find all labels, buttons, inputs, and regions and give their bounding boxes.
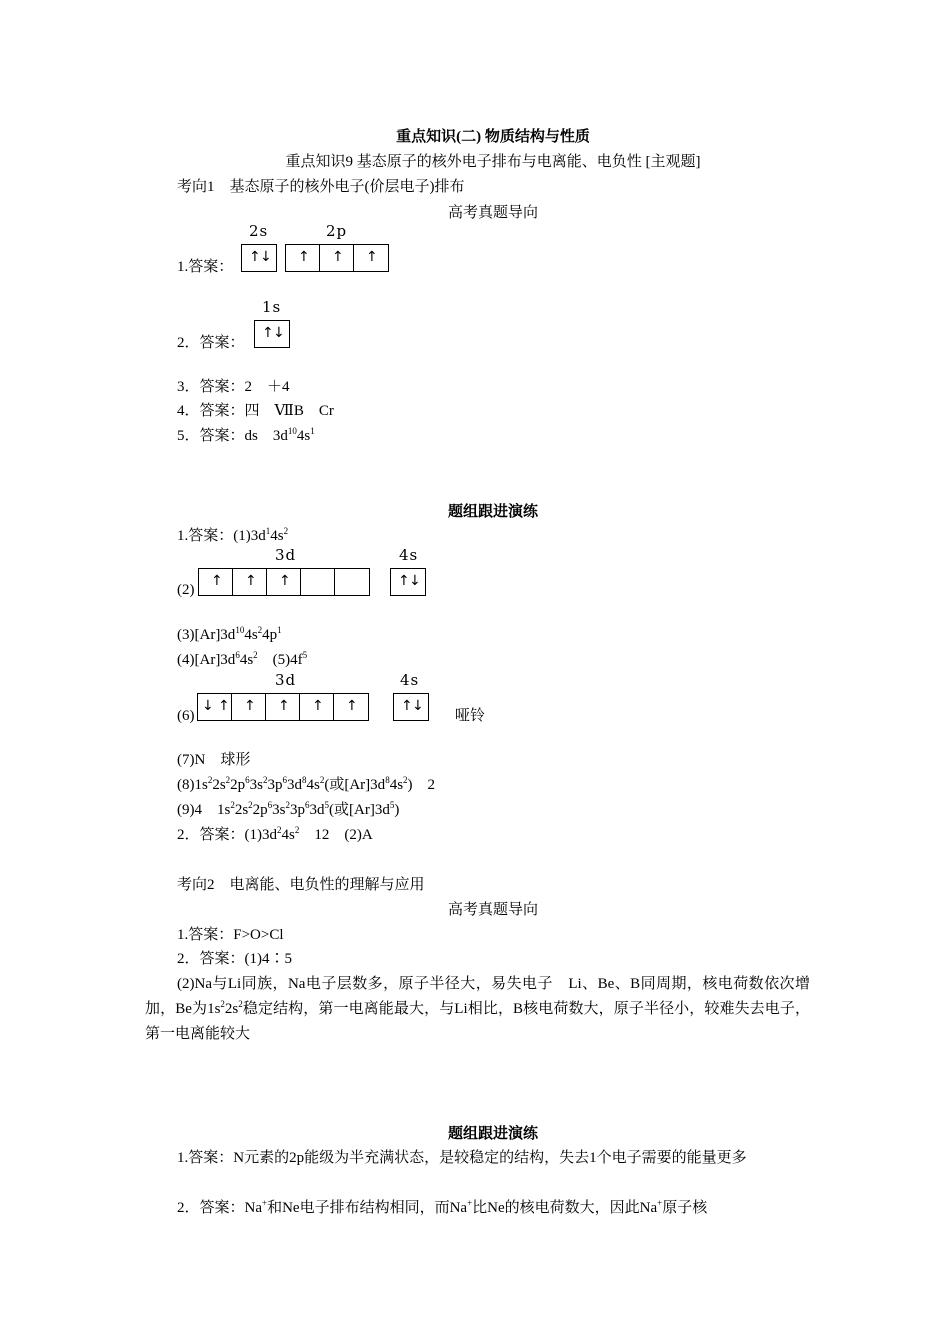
orbital-cell: [199, 569, 233, 595]
practice-answer-9: (9)4 $1s^22s^22p^63s^23p^63d^5$(或$[Ar]3d^5$): [177, 800, 400, 818]
spin-down-arrow: ↓: [273, 325, 285, 341]
page-title: 重点知识(二) 物质结构与性质: [396, 129, 590, 145]
answer-2-prefix: 2．答案：: [177, 335, 245, 351]
orbital-cell: [301, 569, 335, 595]
section1-heading: 考向1 基态原子的核外电子(价层电子)排布: [177, 179, 465, 195]
spin-down-arrow: ↓: [202, 698, 214, 714]
spin-up-arrow: ↑: [244, 698, 256, 714]
orbital-cell: [391, 569, 425, 595]
orbital-cell: [266, 694, 300, 720]
answer-5: 5．答案：ds $3d^{10}4s^1$: [177, 426, 315, 444]
section2-answer-2-explanation: (2)Na与Li同族，Na电子层数多，原子半径大，易失电子 Li、Be、B同周期，核电荷数依次增加，Be为$1s^22s^2$稳定结构，第一电离能最大，与Li相比，B核电荷数大，原子半径小，较难失去电子，第一电离能较大: [145, 976, 810, 1042]
answer-3: 3．答案：2 ＋4: [177, 379, 290, 395]
orbital-box-4s: [393, 693, 429, 721]
orbital-cell: [334, 694, 368, 720]
spin-up-arrow: ↑: [298, 249, 310, 265]
section1-practice-title: 题组跟进演练: [447, 504, 538, 520]
orbital-label-2s: 2s: [249, 222, 269, 240]
orbital-cell: [232, 694, 266, 720]
orbital-box-1s: [254, 320, 290, 348]
orbital-cell: [394, 694, 428, 720]
spin-up-arrow: ↑: [312, 698, 324, 714]
spin-up-arrow: ↑: [262, 325, 274, 341]
spin-down-arrow: ↓: [260, 249, 272, 265]
spin-up-arrow: ↑: [249, 249, 261, 265]
page-subtitle: 重点知识9 基态原子的核外电子排布与电离能、电负性 [主观题]: [285, 154, 701, 170]
spin-down-arrow: ↓: [409, 573, 421, 589]
section2-heading: 考向2 电离能、电负性的理解与应用: [177, 877, 425, 893]
answer-1-prefix: 1.答案：: [177, 259, 234, 275]
orbital-cell: [286, 245, 320, 271]
orbital-cell: [320, 245, 354, 271]
spin-up-arrow: ↑: [332, 249, 344, 265]
orbital-cell: [300, 694, 334, 720]
section2-answer-2: 2．答案：(1)4∶5: [177, 951, 292, 967]
spin-up-arrow: ↑: [218, 698, 230, 714]
orbital-cell: [255, 321, 289, 347]
orbital-box-4s: [390, 568, 426, 596]
spin-up-arrow: ↑: [211, 573, 223, 589]
section1-exam-title: 高考真题导向: [447, 205, 538, 221]
orbital-cell: [233, 569, 267, 595]
spin-down-arrow: ↓: [412, 698, 424, 714]
section2-practice-answer-2: 2．答案：Na+和Ne电子排布结构相同，而Na+比Ne的核电荷数大，因此Na+原子核: [177, 1198, 708, 1216]
spin-up-arrow: ↑: [279, 573, 291, 589]
orbital-label-1s: 1s: [262, 298, 282, 316]
orbital-box-2s: [241, 244, 277, 272]
orbital-cell: [198, 694, 232, 720]
practice-6-prefix: (6): [177, 708, 195, 724]
spin-up-arrow: ↑: [366, 249, 378, 265]
orbital-label-3d: 3d: [275, 671, 297, 689]
orbital-box-2p: [285, 244, 389, 272]
practice-answer-2: 2．答案：$(1)3d^24s^2$ 12 (2)A: [177, 825, 373, 843]
practice-answer-7: (7)N 球形: [177, 752, 251, 768]
section2-answer-1: 1.答案：F>O>Cl: [177, 927, 284, 943]
spin-up-arrow: ↑: [245, 573, 257, 589]
practice-answer-8: $(8)1s^22s^22p^63s^23p^63d^84s^2$(或$[Ar]3d^84s^2$) 2: [177, 775, 436, 793]
practice-answer-3: $(3)[Ar]3d^{10}4s^24p^1$: [177, 625, 282, 643]
spin-up-arrow: ↑: [346, 698, 358, 714]
orbital-box-3d: [197, 693, 369, 721]
spin-up-arrow: ↑: [401, 698, 413, 714]
orbital-label-2p: 2p: [326, 222, 348, 240]
orbital-cell: [354, 245, 388, 271]
orbital-label-3d: 3d: [275, 546, 297, 564]
practice-answer-1: 1.答案：$(1)3d^14s^2$: [177, 526, 289, 544]
practice-answer-4-5: $(4)[Ar]3d^64s^2$ $(5)4f^5$: [177, 650, 308, 668]
answer-4: 4．答案：四 ⅦB Cr: [177, 403, 334, 419]
orbital-cell: [267, 569, 301, 595]
section2-exam-title: 高考真题导向: [447, 902, 538, 918]
spin-up-arrow: ↑: [398, 573, 410, 589]
orbital-cell: [335, 569, 369, 595]
spin-up-arrow: ↑: [278, 698, 290, 714]
orbital-box-3d: [198, 568, 370, 596]
orbital-shape-text: 哑铃: [455, 708, 486, 724]
section2-practice-answer-1: 1.答案：N元素的2p能级为半充满状态，是较稳定的结构，失去1个电子需要的能量更多: [177, 1150, 747, 1166]
orbital-label-4s: 4s: [400, 671, 420, 689]
orbital-label-4s: 4s: [399, 546, 419, 564]
orbital-cell: [242, 245, 276, 271]
section2-practice-title: 题组跟进演练: [447, 1126, 538, 1142]
practice-2-prefix: (2): [177, 582, 195, 598]
